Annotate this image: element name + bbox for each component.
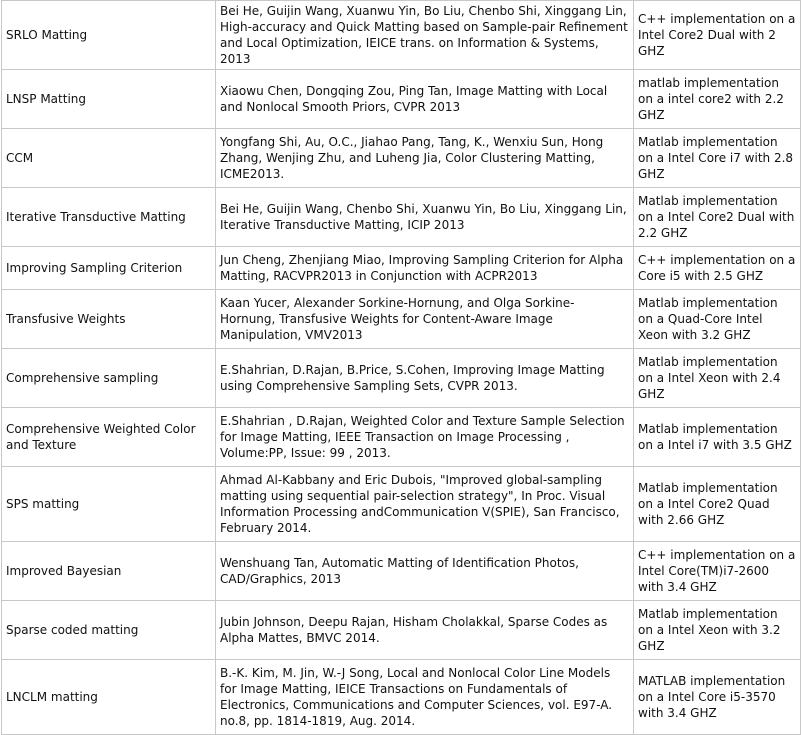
reference-cell: E.Shahrian , D.Rajan, Weighted Color and Texture Sample Selection for Image Matting, IEEE Transaction on Image Processing , Volume:PP, Issue: 99 , 2013.: [216, 408, 634, 467]
table-row: [2, 129, 801, 188]
reference-cell: Bei He, Guijin Wang, Xuanwu Yin, Bo Liu, Chenbo Shi, Xinggang Lin, High-accuracy and Quick Matting based on Sample-pair Refinement and Local Optimization, IEICE trans. on Information & Systems, 2013: [216, 1, 634, 70]
table-row: [2, 467, 801, 542]
table-row: [2, 601, 801, 660]
implementation-cell: matlab implementation on a intel core2 with 2.2 GHZ: [634, 70, 801, 129]
reference-cell: Bei He, Guijin Wang, Chenbo Shi, Xuanwu Yin, Bo Liu, Xinggang Lin, Iterative Transductive Matting, ICIP 2013: [216, 188, 634, 247]
implementation-cell: Matlab implementation on a Intel Core2 Quad with 2.66 GHZ: [634, 467, 801, 542]
method-name: Improved Bayesian: [2, 542, 216, 601]
implementation-cell: Matlab implementation on a Intel Core i7 with 2.8 GHZ: [634, 129, 801, 188]
methods-table: [1, 0, 801, 735]
method-name: LNSP Matting: [2, 70, 216, 129]
method-name: Comprehensive sampling: [2, 349, 216, 408]
implementation-cell: C++ implementation on a Core i5 with 2.5 GHZ: [634, 247, 801, 290]
implementation-cell: Matlab implementation on a Intel Xeon with 3.2 GHZ: [634, 601, 801, 660]
reference-cell: B.-K. Kim, M. Jin, W.-J Song, Local and Nonlocal Color Line Models for Image Matting, IEICE Transactions on Fundamentals of Electronics, Communications and Computer Sciences, vol. E97-A. no.8, pp. 1814-1819, Aug. 2014.: [216, 660, 634, 735]
table-row: [2, 349, 801, 408]
method-name: Improving Sampling Criterion: [2, 247, 216, 290]
implementation-cell: Matlab implementation on a Intel i7 with 3.5 GHZ: [634, 408, 801, 467]
table-row: [2, 247, 801, 290]
table-row: [2, 660, 801, 735]
method-name: CCM: [2, 129, 216, 188]
method-name: Comprehensive Weighted Color and Texture: [2, 408, 216, 467]
table-row: [2, 70, 801, 129]
table-row: [2, 290, 801, 349]
reference-cell: Kaan Yucer, Alexander Sorkine-Hornung, and Olga Sorkine-Hornung, Transfusive Weights for Content-Aware Image Manipulation, VMV2013: [216, 290, 634, 349]
method-name: Sparse coded matting: [2, 601, 216, 660]
implementation-cell: Matlab implementation on a Intel Core2 Dual with 2.2 GHZ: [634, 188, 801, 247]
implementation-cell: Matlab implementation on a Intel Xeon with 2.4 GHZ: [634, 349, 801, 408]
reference-cell: E.Shahrian, D.Rajan, B.Price, S.Cohen, Improving Image Matting using Comprehensive Sampling Sets, CVPR 2013.: [216, 349, 634, 408]
reference-cell: Yongfang Shi, Au, O.C., Jiahao Pang, Tang, K., Wenxiu Sun, Hong Zhang, Wenjing Zhu, and Luheng Jia, Color Clustering Matting, ICME2013.: [216, 129, 634, 188]
table-row: [2, 408, 801, 467]
implementation-cell: MATLAB implementation on a Intel Core i5-3570 with 3.4 GHZ: [634, 660, 801, 735]
table-row: [2, 542, 801, 601]
table-row: [2, 188, 801, 247]
reference-cell: Jun Cheng, Zhenjiang Miao, Improving Sampling Criterion for Alpha Matting, RACVPR2013 in Conjunction with ACPR2013: [216, 247, 634, 290]
table-row: [2, 1, 801, 70]
method-name: LNCLM matting: [2, 660, 216, 735]
reference-cell: Xiaowu Chen, Dongqing Zou, Ping Tan, Image Matting with Local and Nonlocal Smooth Priors, CVPR 2013: [216, 70, 634, 129]
method-name: Iterative Transductive Matting: [2, 188, 216, 247]
implementation-cell: C++ implementation on a Intel Core2 Dual with 2 GHZ: [634, 1, 801, 70]
method-name: SRLO Matting: [2, 1, 216, 70]
reference-cell: Ahmad Al-Kabbany and Eric Dubois, "Improved global-sampling matting using sequential pair-selection strategy", In Proc. Visual Information Processing andCommunication V(SPIE), San Francisco, February 2014.: [216, 467, 634, 542]
implementation-cell: Matlab implementation on a Quad-Core Intel Xeon with 3.2 GHZ: [634, 290, 801, 349]
implementation-cell: C++ implementation on a Intel Core(TM)i7-2600 with 3.4 GHZ: [634, 542, 801, 601]
reference-cell: Wenshuang Tan, Automatic Matting of Identification Photos, CAD/Graphics, 2013: [216, 542, 634, 601]
method-name: SPS matting: [2, 467, 216, 542]
method-name: Transfusive Weights: [2, 290, 216, 349]
reference-cell: Jubin Johnson, Deepu Rajan, Hisham Cholakkal, Sparse Codes as Alpha Mattes, BMVC 2014.: [216, 601, 634, 660]
